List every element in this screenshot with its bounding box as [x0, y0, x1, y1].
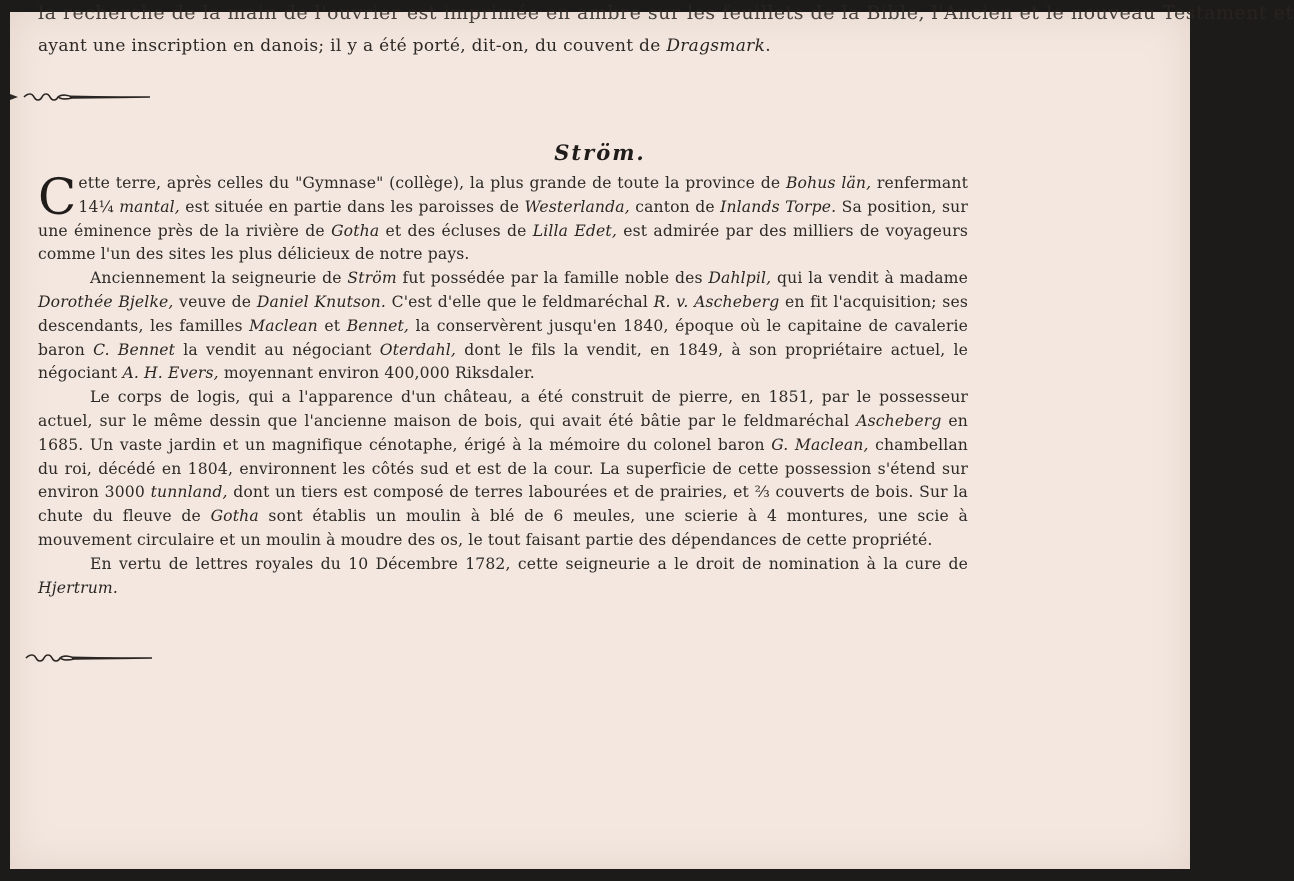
article-body: [38, 168, 969, 600]
text-segment: la conservèrent jusqu'en 1840, époque où le capitaine de cavalerie baron: [38, 316, 968, 359]
italic-name: Inlands Torpe.: [720, 197, 837, 216]
cut-off-text-line: la recherche de la main de l'ouvrier est imprimée en ambre sur les feuillets de la Bible, l'Ancien et le nouveau Testament et: [38, 2, 1294, 24]
text-segment: fut possédée par la famille noble des: [396, 269, 709, 288]
italic-name: A. H. Evers,: [122, 364, 219, 383]
italic-name: Bohus län,: [785, 174, 872, 192]
text-segment: chambellan du roi, décédé en 1804, environnent les côtés sud et est de la cour. La superficie de cette possession s'étend sur environ 3000: [38, 435, 968, 502]
italic-name: Dorothée Bjelke,: [38, 292, 174, 311]
italic-name: Ascheberg: [856, 411, 942, 430]
dropcap-letter: C: [38, 168, 77, 226]
ornament-divider-bottom: [22, 653, 152, 663]
italic-name: Ström: [347, 269, 397, 288]
italic-name: G. Maclean,: [771, 435, 869, 454]
italic-name: Daniel Knutson.: [256, 292, 386, 311]
text-segment: qui la vendit à madame: [771, 269, 968, 288]
ornament-divider-top: [10, 92, 150, 102]
text-segment: en 1685. Un vaste jardin et un magnifique cénotaphe, érigé à la mémoire du colonel baron: [38, 411, 968, 454]
intro-paragraph: [38, 34, 998, 58]
italic-name: Gotha: [210, 507, 259, 526]
text-segment: dont le fils la vendit, en 1849, à son propriétaire actuel, le négociant: [38, 340, 969, 383]
document-page: [10, 2, 1294, 869]
text-segment: est située en partie dans les paroisses de: [179, 197, 525, 216]
paragraph-1: [38, 168, 968, 267]
italic-name: Dahlpil,: [708, 269, 772, 288]
section-title: Ström.: [554, 140, 646, 165]
text-segment: et: [317, 316, 347, 335]
italic-name: Gotha: [331, 221, 380, 240]
text-segment: est admirée par des milliers de voyageurs comme l'un des sites les plus délicieux de notre pays.: [38, 221, 968, 264]
text-segment: En vertu de lettres royales du 10 Décembre 1782, cette seigneurie a le droit de nomination à la cure de: [90, 554, 968, 573]
italic-name: Maclean: [249, 316, 318, 335]
intro-text-after: .: [765, 36, 771, 56]
italic-name: mantal,: [119, 197, 180, 216]
text-segment: en fit l'acquisition; ses descendants, les familles: [38, 292, 968, 335]
text-segment: renfermant 14¼: [78, 174, 968, 216]
paragraph-2: [38, 267, 968, 386]
text-segment: canton de: [629, 197, 721, 216]
italic-name: Oterdahl,: [379, 340, 457, 359]
text-segment: la vendit au négociant: [175, 340, 380, 359]
text-segment: sont établis un moulin à blé de 6 meules, une scierie à 4 montures, une scie à mouvement circulaire et un moulin à moudre des os, le tout faisant partie des dépendances de cette propriété.: [38, 507, 968, 549]
intro-place-name: Dragsmark: [666, 36, 766, 56]
text-segment: et des écluses de: [379, 221, 533, 240]
italic-name: Hjertrum.: [38, 578, 118, 597]
text-segment: moyennant environ 400,000 Riksdaler.: [218, 364, 535, 383]
text-segment: Sa position, sur une éminence près de la rivière de: [38, 197, 968, 240]
italic-name: C. Bennet: [93, 340, 176, 359]
text-segment: dont un tiers est composé de terres labourées et de prairies, et ⅔ couverts de bois. Sur la chute du fleuve de: [38, 483, 968, 526]
text-segment: veuve de: [173, 292, 257, 311]
paragraph-3: [38, 386, 968, 553]
italic-name: tunnland,: [150, 483, 228, 502]
text-segment: C'est d'elle que le feldmaréchal: [385, 292, 654, 311]
italic-name: Bennet,: [346, 316, 409, 335]
italic-name: Lilla Edet,: [532, 221, 617, 240]
text-segment: ette terre, après celles du "Gymnase" (collège), la plus grande de toute la province de: [78, 174, 786, 192]
intro-text-before: ayant une inscription en danois; il y a été porté, dit-on, du couvent de: [38, 36, 667, 56]
italic-name: Westerlanda,: [524, 197, 630, 216]
paragraph-4: [38, 553, 968, 601]
italic-name: R. v. Ascheberg: [653, 292, 780, 311]
text-segment: Anciennement la seigneurie de: [90, 269, 348, 288]
text-segment: Le corps de logis, qui a l'apparence d'un château, a été construit de pierre, en 1851, par le possesseur actuel, sur le même dessin que l'ancienne maison de bois, qui avait été bâtie par le feldmaréchal: [38, 388, 968, 430]
